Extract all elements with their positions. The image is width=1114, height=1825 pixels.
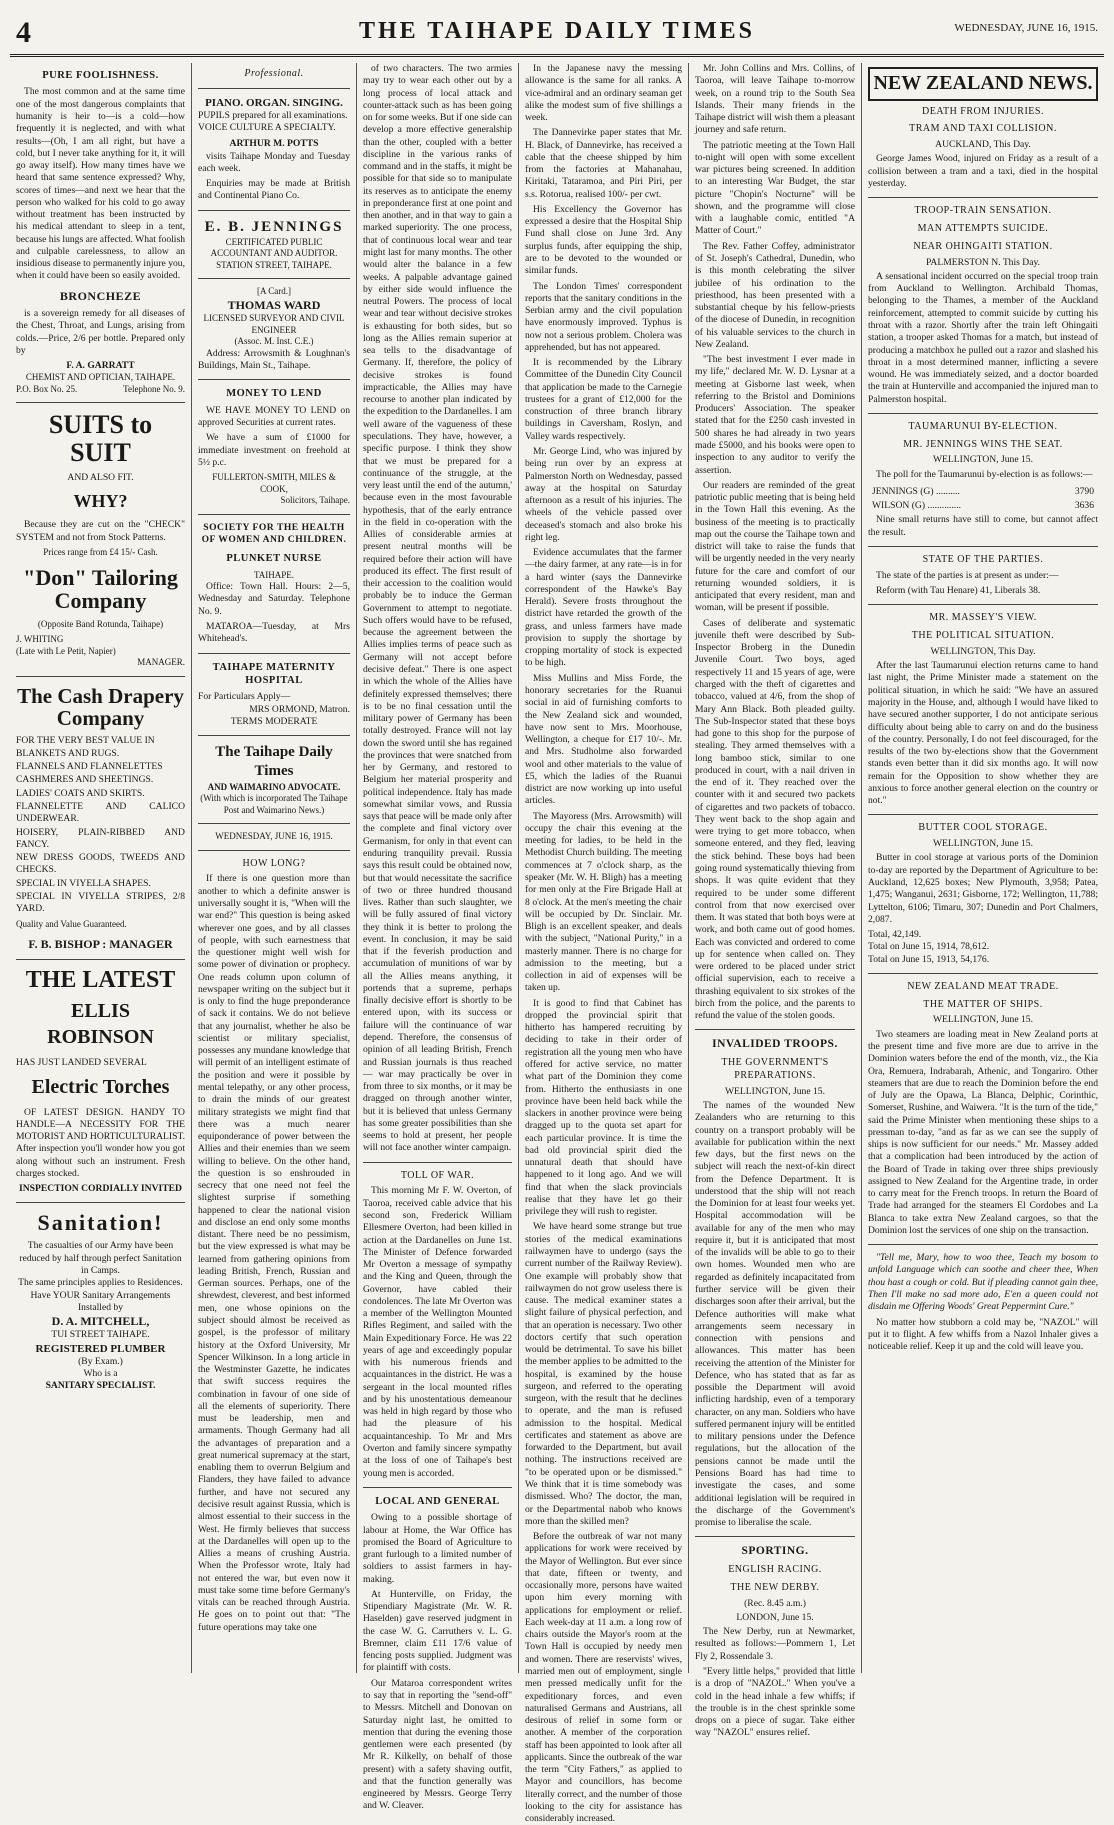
how-long-body: If there is one question more than another to which a definite answer is universally sought it is, "When will the war end?" This question is being asked wherever one goes, and by all classes of people, with such earnestness that the questioner might well wish for some power of divination or prophecy. One reads column upon column of newspaper writing on the subject but it is only to find the huge preponderance of sack it contains. We do not believe that any journalist, whether he also be scientist or military specialist, possesses any mundane knowledge that will permit of an intelligent estimate of the position and were it possible by mental telepathy, or any other process, to drain the minds of our greatest military strategists we might find that there was a much nearer equiponderance of power between the Allies and their enemies than we seem willing to believe. On the other hand, the question is so enshrouded in secrecy that one need not feel the slightest surprise if something happened to clear the national vision and disclose an end only some months distant. There need be no pessimism, but the view expressed is what may be learned from gathering opinions from leading British, French, Russian and German sources. Perhaps, one of the shrewdest, cleverest, and best informed men, one whose opinions on the subject should almost be received as gospel, is the professor of military history at the Oxford University, Mr Spencer Wilkinson. In a long article in the Westminster Gazette, he indicates that swift success requires the combination in favour of one side of all the elements of superiority. There must be leadership, men and armaments. Though Germany had all the advantages of preparation and a great numerical supremacy at the start, enabling them to overrun Belgium and Flanders, they have failed to advance further, and have not secured any decisive result against Russia, which is almost essential to their success in the West. He firmly believes that success at the Dardanelles will open up to the Allies a means of crushing Austria. When the Professor wrote, Italy had not entered the war, but even now it must take some time before Germany's vitals can be reached through Austria. He goes on to point out that: "The future operations may take one xyxy=(198,873,350,1633)
sporting-heading: SPORTING. xyxy=(741,1545,809,1558)
butter-heading: BUTTER COOL STORAGE. xyxy=(918,822,1048,834)
news-item-5: It is recommended by the Library Committee of the Dunedin City Council that application be made to the Carnegie trustees for a grant of £12,000 for the construction of three branch library buildings in Caversham, Roslyn, and Valley wards respectively. xyxy=(525,357,682,442)
don-manager-title: MANAGER. xyxy=(137,657,185,668)
mitchell-address: TUI STREET TAIHAPE. xyxy=(51,1329,150,1341)
news-item-7: Evidence accumulates that the farmer—the dairy farmer, at any rate—is in for a hard winter (says the Dannevirke correspondent of the Hawke's Bay Herald). Severe frosts throughout the district have retarded the growth of the grass, and unless farmers have made provision to supply the shortage by cropping mortality of stock is expected to be high. xyxy=(525,547,682,669)
political-body: After the last Taumarunui election returns came to hand last night, the Prime Minister made a statement on the political situation, in which he said: "We have an assured majority in the House, and, although I would have liked to have secured another supporter, I do not anticipate serious difficulty about being able to carry on and do the business of the country. Personally, I do not feel discouraged, for the results of the two by-elections show that the Government stands even better than it did six months ago. It will now remain for the Opposition to show whether they are anxious to force another general election on the country or not." xyxy=(868,660,1098,807)
jennings-body: The poll for the Taumarunui by-election is as follows:— xyxy=(876,468,1093,480)
local-item-1: Owing to a possible shortage of labour at Home, the War Office has promised the Board of Agriculture to grant furlough to a limited number of soldiers to assist farmers in hay-making. xyxy=(363,1512,512,1585)
cash-drapery-item: HOISERY, PLAIN-RIBBED AND FANCY. xyxy=(16,826,185,850)
nazol-inhaler-ad: No matter how stubborn a cold may be, "NAZOL" will put it to flight. A few whiffs from a Nazol Inhaler gives a noticeable relief. Keep it up and the cold will leave you. xyxy=(868,1316,1098,1353)
english-racing-heading: ENGLISH RACING. xyxy=(728,1564,822,1576)
jennings-title: CERTIFICATED PUBLIC ACCOUNTANT AND AUDITOR. xyxy=(210,236,338,259)
news-item-13: Mr. John Collins and Mrs. Collins, of Taoroa, will leave Taihape to-morrow week, on a round trip to the South Sea Islands. Their many friends in the Taihape district will wish them a pleasant journey and safe return. xyxy=(695,63,855,136)
cash-drapery-item: SPECIAL IN VIYELLA STRIPES, 2/8 YARD. xyxy=(16,890,185,915)
cash-drapery-item: LADIES' COATS AND SKIRTS. xyxy=(16,787,145,799)
potts-body: visits Taihape Monday and Tuesday each week. xyxy=(198,150,350,174)
tram-taxi-heading: TRAM AND TAXI COLLISION. xyxy=(909,123,1057,135)
don-manager-note: (Late with Le Petit, Napier) xyxy=(16,645,116,656)
poll-row xyxy=(870,500,1096,512)
troop-train-heading: TROOP-TRAIN SENSATION. xyxy=(914,205,1052,217)
toll-of-war-heading: TOLL OF WAR. xyxy=(400,1169,475,1181)
poll-candidate: WILSON (G) .............. xyxy=(872,500,961,512)
local-general-heading: LOCAL AND GENERAL xyxy=(375,1495,500,1507)
plunket-mataroa: MATAROA—Tuesday, at Mrs Whitehead's. xyxy=(198,621,350,645)
column-2 xyxy=(192,63,357,1673)
money-to-lend-body-2: We have a sum of £1000 for immediate investment on freehold at 5½ p.c. xyxy=(198,432,350,468)
news-item-2: The Dannevirke paper states that Mr. H. Black, of Dannevirke, has received a cable that the cheese shipped by him from the factories at Mahanahau, Kiritaki, Tataramoa, and Piri Piri, per s.s. Rotorua, realised 100/- per cwt. xyxy=(525,127,682,200)
how-long-heading: HOW LONG? xyxy=(242,857,306,869)
plunket-heading: PLUNKET NURSE xyxy=(226,553,322,565)
cash-drapery-item: FLANNELETTE AND CALICO UNDERWEAR. xyxy=(16,801,185,825)
professional-heading: Professional. xyxy=(244,68,304,79)
news-item-9: The Mayoress (Mrs. Arrowsmith) will occupy the chair this evening at the meeting for ladies, to be held in the Methodist Church building. The meeting commences at 7 o'clock sharp, as the speaker (Mr. W. H. Bligh) has a meeting for men only at the Fire Brigade Hall at 8 o'clock. At the men's meeting the chair will be occupied by Dr. Sinclair. Mr. Bligh is an excellent speaker, and deals with the subject, "National Purity," in a masterly manner. There is no charge for admission to the meeting, but a collection in aid of expenses will be taken up. xyxy=(525,810,682,994)
ward-address: Address: Arrowsmith & Loughnan's Buildings, Main St., Taihape. xyxy=(198,347,350,372)
invalided-troops-dateline: WELLINGTON, June 15. xyxy=(724,1085,825,1097)
cash-drapery-value: FOR THE VERY BEST VALUE IN xyxy=(16,734,155,746)
death-injuries-heading: DEATH FROM INJURIES. xyxy=(922,105,1044,117)
derby-result: The New Derby, run at Newmarket, resulted as follows:—Pommern 1, Let Fly 2, Rossendale 3. xyxy=(695,1626,855,1662)
ellis-robinson-heading: ELLIS ROBINSON xyxy=(47,1000,154,1049)
electric-torches-body: OF LATEST DESIGN. HANDY TO HANDLE—A NECESSITY FOR THE MOTORIST AND HORTICULTURALIST. After inspection you'll wonder how you got along without such an instrument. Fresh charges stocked. xyxy=(16,1106,185,1179)
paper-incorporated: (With which is incorporated The Taihape Post and Waimarino News.) xyxy=(200,793,348,815)
page-number: 4 xyxy=(16,16,31,49)
troop-body: A sensational incident occurred on the special troop train from Auckland to Wellington. Archibald Thomas, belonging to the Thames, a member of the Auckland reinforcement, attempted to commit suicide by cutting his throat with a razor. Shortly after the train left Ohingaiti station, a trooper asked Thomas for a match, but instead of producing a matchbox he pulled out a razor and slashed his throat in a most determined manner, inflicting a severe wound. He was immediately seized, and a doctor boarded the train at Hunterville and accompanied the injured man to Palmerston hospital. xyxy=(868,270,1098,405)
chemist-telephone: Telephone No. 9. xyxy=(123,383,185,394)
butter-dateline: WELLINGTON, June 15. xyxy=(932,838,1033,850)
ellis-robinson-sub: HAS JUST LANDED SEVERAL xyxy=(16,1056,147,1068)
chemist-title: CHEMIST AND OPTICIAN, TAIHAPE. xyxy=(25,372,176,383)
massey-view-heading: MR. MASSEY'S VIEW. xyxy=(929,612,1037,624)
nz-news-heading: NEW ZEALAND NEWS. xyxy=(868,67,1098,101)
pupils-line: PUPILS prepared for all examinations. xyxy=(198,109,348,121)
invalided-troops-sub: THE GOVERNMENT'S PREPARATIONS. xyxy=(721,1057,829,1081)
cash-drapery-manager: F. B. BISHOP : MANAGER xyxy=(28,936,173,951)
plunket-place: TAIHAPE. xyxy=(253,569,295,580)
columns xyxy=(10,63,1104,1825)
don-tailoring-address: (Opposite Band Rotunda, Taihape) xyxy=(37,618,164,629)
column-4 xyxy=(519,63,689,1825)
news-item-12: Before the outbreak of war not many applications for work were received by the Mayor of Wellington. But ever since that date, fifteen or twenty, and occasionally more, persons have waited upon him every morning with applications for employment or relief. Each week-day at 11 a.m. a long row of chairs outside the Mayor's room at the Town Hall is occupied by needy men and women. There are reservists' wives, married men out of employment, single men pressed medically unfit for the expeditionary forces, and even naturalised Germans and Austrians, all desirous of relief in some form or another. A member of the corporation staff has been appointed to look after all applicants. Since the outbreak of the war the term "City Fathers," as applied to Mayor and councillors, has become literally correct, and the number of those looking to the city for assistance has considerably increased. xyxy=(525,1531,682,1825)
paper-subtitle: AND WAIMARINO ADVOCATE. xyxy=(207,781,341,792)
state-parties-body-2: Reform (with Tau Henare) 41, Liberals 38. xyxy=(876,585,1041,597)
card-label: [A Card.] xyxy=(257,286,291,297)
news-item-17: Our readers are reminded of the great patriotic public meeting that is being held in the Town Hall this evening. As the business of the meeting is to practically map out the course the Taihape town and district will take to raise the funds that will be urgently needed in the very nearly future for the care and comfort of our returning wounded soldiers, it is anticipated that every resident, man and woman, will be present if possible. xyxy=(695,479,855,614)
troop-dateline: PALMERSTON N. This Day. xyxy=(925,256,1041,268)
cash-drapery-item: FLANNELS AND FLANNELETTES xyxy=(16,761,163,773)
political-situation-heading: THE POLITICAL SITUATION. xyxy=(911,630,1055,642)
column-3 xyxy=(357,63,519,1812)
potts-enquiries: Enquiries may be made at British and Continental Piano Co. xyxy=(198,178,350,202)
newspaper-title: THE TAIHAPE DAILY TIMES xyxy=(359,18,755,44)
news-item-11: We have heard some strange but true stories of the medical examinations railwaymen have to undergo (says the current number of the Railway Review). One example will probably show that railwaymen do not grow useless there is cause. The medical examiner states a slight failure of physical perfection, and that an operation is necessary. Two other doctors certify that such operation would be detrimental. To save his billet the member applies to be admitted to the hospital, is examined by the house surgeon, and referred to the operating surgeon, with the result that he declines to operate, and the man is refused admission to the hospital. Medical certificates and statement as above are forwarded to the Department, but avail nothing. The instructions received are "to be operated upon or be dismissed." We think that it is time somebody was dismissed. Who? The doctor, the man, or the Departmental nabob who knows more than the skilled men? xyxy=(525,1221,682,1527)
toll-of-war-body: This morning Mr F. W. Overton, of Taoroa, received cable advice that his second son, Frederick William Ellesmere Overton, had been killed in action at the Dardanelles on June 1st. The Minister of Defence forwarded Mr Overton a message of sympathy and the King and Queen, through the Governor, have cabled their condolences. The late Mr Overton was a member of the Wellington Mounted Rifles Regiment, and sailed with the Main Expeditionary Force. He was 22 years of age and exceedingly popular with his numerous friends and acquaintances in the district. He was a sergeant in the local mounted rifles and by his unostentatious demeanour was held in high regard by those who had the pleasure of his acquaintanceship. To Mr and Mrs Overton and family sincere sympathy at the loss of one of Taihape's best young men is accorded. xyxy=(363,1185,512,1479)
new-derby-heading: THE NEW DERBY. xyxy=(730,1581,820,1593)
cash-drapery-item: NEW DRESS GOODS, TWEEDS AND CHECKS. xyxy=(16,852,185,876)
local-item-2: At Hunterville, on Friday, the Stipendiary Magistrate (Mr. W. R. Haselden) gave reserved judgment in the case W. G. Carruthers v. L. G. Bremner, claim £11 17/6 value of fencing posts supplied. Judgment was for plaintiff with costs. xyxy=(363,1588,512,1674)
tram-dateline: AUCKLAND, This Day. xyxy=(935,139,1031,151)
suicide-heading: MAN ATTEMPTS SUICIDE. xyxy=(917,223,1049,235)
cash-drapery-items xyxy=(16,748,185,915)
mitchell-name: D. A. MITCHELL, xyxy=(51,1314,150,1329)
paper-date: WEDNESDAY, JUNE 16, 1915. xyxy=(215,831,333,842)
why-body: Because they are cut on the "CHECK" SYSTEM and not from Stock Patterns. xyxy=(16,519,185,543)
voice-line: VOICE CULTURE A SPECIALTY. xyxy=(198,122,336,134)
column-6 xyxy=(862,63,1104,1673)
ships-body: Two steamers are loading meat in New Zealand ports at the present time and five more are due to arrive in the Dominion waters before the end of the month, viz., the Kia Ora, Remuera, Indrabarah, Athenic, and Tongariro. Other steamers that are due to reach the Dominion before the end of July are the Opawa, La Blanca, Delphic, Corinthic, Somerset, Rushine, and Waiwera. "It is the turn of the tide," said the Prime Minister when mentioning these ships to a pressman to-day, "and as far as we can see the supply of ships is now sufficient for our needs." Mr. Massey added that a complication had been introduced by the action of the Board of Trade in taking over three ships previously assigned to New Zealand for the Argentine trade, in order to carry meat for the French troops. In return the Board of Trade had arranged for the steamers El Cordobes and La Blanca to take extra New Zealand cargoes, so that the Dominion lost the services of one ship on the transaction. xyxy=(868,1028,1098,1236)
poll-votes: 3790 xyxy=(1074,485,1094,497)
pure-foolishness-body: The most common and at the same time one of the most dangerous complaints that humanity is heir to—is a cold—how frequently it is neglected, and with what results—(Oh, I am all right, but have a cold, but I never take anything for it, it will go away itself). How many times have we heard that same sentence expressed? Why, scores of times—and next we hear that the person who walked for his cold to go away without treatment has been instructed by his medical attendant to sleep in a tent, because his lungs are affected. What foolish and culpable carelessness, to allow an insidious disease to permanently injure you, when it could have been so easily avoided. xyxy=(16,86,185,282)
news-item-15: The Rev. Father Coffey, administrator of St. Joseph's Cathedral, Dunedin, who is this month celebrating the silver jubilee of his ordination to the priesthood, has been presented with a substantial cheque by his fellow-priests of the diocese of Dunedin, in recognition of his valuable services to the church in New Zealand. xyxy=(695,240,855,350)
local-item-3: Our Mataroa correspondent writes to say that in reporting the "send-off" to Messrs. Mitchell and Donovan on Saturday night last, he omitted to mention that during the evening those gentlemen were each presented (by Mr R. Kilkelly, on behalf of those present) with a safety shaving outfit, and that the function generally was engineered by Messrs. George Terry and W. Cleaver. xyxy=(363,1677,512,1812)
maternity-matron: MRS ORMOND, Matron. xyxy=(249,703,350,715)
fullerton-title: Solicitors, Taihape. xyxy=(280,495,350,506)
news-item-18: Cases of deliberate and systematic juvenile theft were described by Sub-Inspector Broberg in the Dunedin Juvenile Court. Two boys, aged respectively 11 and 15 years of age, were charged with the theft of cigarettes and tobacco, valued at 4/6, from the shop of Mary Ann Black. Both pleaded guilty. The Sub-Inspector stated that these boys had gone to this shop for the purpose of stealing. They armed themselves with a long bamboo stick, similar to one produced in court, with a nail driven in the end of it. They reached over the counter with it and secured two packets of cigarettes and two packets of tobacco. They went back to the shop again and were trying to get more tobacco, when someone entered, and they fled, leaving the stick behind. These boys had been going round systematically thieving from shops. It was quite evident that they required to be under some different control from that now exercised over them. It was stated that both boys were at work, and both came out of good homes. Each was convicted and ordered to come up for sentence when called on. They were ordered to be placed under strict official supervision, each to receive a thrashing equivalent to six strokes of the birch from the police, and the parents to refund the value of the stolen goods. xyxy=(695,617,855,1022)
butter-total-1913: Total on June 15, 1913, 54,176. xyxy=(868,953,990,965)
invalided-troops-heading: INVALIDED TROOPS. xyxy=(712,1038,838,1051)
issue-date: WEDNESDAY, JUNE 16, 1915. xyxy=(954,22,1098,34)
state-parties-heading: STATE OF THE PARTIES. xyxy=(922,554,1044,566)
news-item-8: Miss Mullins and Miss Forde, the honorary secretaries for the Ruanui social in aid of furnishing comforts to the New Zealand sick and wounded, have now sent to Mrs. Moorhouse, Wellington, a cheque for £17 10/-. Mr. and Mrs. Studholme also forwarded wool and other materials to the value of £5, which the ladies of the Ruanui district are now working up into useful articles. xyxy=(525,672,682,807)
peppermint-poem: "Tell me, Mary, how to woo thee, Teach my bosom to unfold Language which can soothe and cheer thee, When thou hast a cough or cold. But if pleading cannot gain thee, Then I'll make no sad more ado, E'en a queen could not disdain me Offering Woods' Great Peppermint Cure." xyxy=(868,1252,1098,1313)
chemist-name: F. A. GARRATT xyxy=(66,360,135,372)
jennings-name: E. B. JENNINGS xyxy=(204,218,344,235)
ward-title: LICENSED SURVEYOR AND CIVIL ENGINEER xyxy=(203,313,345,335)
sanitation-body-3: Have YOUR Sanitary Arrangements Installed by xyxy=(30,1289,171,1313)
butter-body: Butter in cool storage at various ports of the Dominion to-day are reported by the Department of Agriculture to be: Auckland, 12,625 boxes; New Plymouth, 3,958; Patea, 1,475; Wanganui, 2631; Gisborne, 172; Wellington, 11,788; Lyttelton, 6106; Timaru, 307; Dunedin and Port Chalmers, 2,087. xyxy=(868,852,1098,925)
broncheze-heading: BRONCHEZE xyxy=(59,288,142,303)
column-5 xyxy=(689,63,862,1739)
pure-foolishness-heading: PURE FOOLISHNESS. xyxy=(42,70,159,81)
ward-name: THOMAS WARD xyxy=(227,297,321,312)
jennings-wins-heading: MR. JENNINGS WINS THE SEAT. xyxy=(903,438,1063,450)
cash-drapery-heading: The Cash Drapery Company xyxy=(17,683,184,730)
jennings-address: STATION STREET, TAIHAPE. xyxy=(216,259,332,270)
plunket-body: Office: Town Hall. Hours: 2—5, Wednesday and Saturday. Telephone No. 9. xyxy=(198,581,350,617)
matter-ships-heading: THE MATTER OF SHIPS. xyxy=(923,998,1043,1010)
don-tailoring-heading: "Don" Tailoring Company xyxy=(23,565,178,614)
don-manager-name: J. WHITING xyxy=(16,634,64,645)
mitchell-exam: (By Exam.) xyxy=(78,1355,123,1367)
derby-received: (Rec. 8.45 a.m.) xyxy=(744,1597,806,1609)
piano-heading: PIANO. ORGAN. SINGING. xyxy=(205,96,343,109)
ohingaiti-heading: NEAR OHINGAITI STATION. xyxy=(913,240,1053,252)
maternity-heading: TAIHAPE MATERNITY HOSPITAL xyxy=(212,661,336,686)
inspection-invited: INSPECTION CORDIALLY INVITED xyxy=(19,1183,182,1195)
money-to-lend-heading: MONEY TO LEND xyxy=(226,388,322,400)
mitchell-who: Who is a xyxy=(83,1368,118,1380)
poll-votes: 3636 xyxy=(1074,500,1094,512)
poll-note: Nine small returns have still to come, but cannot affect the result. xyxy=(868,514,1098,538)
poll-candidate: JENNINGS (G) .......... xyxy=(872,485,960,497)
cash-drapery-item: SPECIAL IN VIYELLA SHAPES. xyxy=(16,877,151,889)
potts-name: ARTHUR M. POTTS xyxy=(229,138,319,150)
sanitation-body-2: The same principles applies to Residences. xyxy=(18,1277,183,1289)
tram-body: George James Wood, injured on Friday as a result of a collision between a tram and a taxi, died in the hospital yesterday. xyxy=(868,153,1098,189)
mitchell-title: REGISTERED PLUMBER xyxy=(35,1342,166,1355)
meat-trade-heading: NEW ZEALAND MEAT TRADE. xyxy=(907,980,1059,992)
invalided-troops-body: The names of the wounded New Zealanders who are returning to this country on a transport probably will be available for publication within the next few days, but the first news on the subject will reach the next-of-kin direct from the Defence Department. It is understood that the ship will not reach the Dominion for at least four weeks yet. Hospital accommodation will be available for any of the men who may require it, but it is anticipated that most of the invalids will be able to go to their own homes. Wounded men who are regarded as definitely incapacitated from further service will be given their discharges soon after their arrival, but the Defence authorities will make what arrangements seem necessary in connection with pensions and allowances. This matter has been receiving the attention of the Minister for Defence, who has stated that as far as possible the Department will avoid inflicting hardship, even of a temporary character, on any man. Soldiers who have suffered permanent injury will be entitled to military pensions under the Defence regulations, but the allocation of the pensions cannot be made until the Pensions Board has had time to investigate the cases, and some additional legislation will be required in the discharge of the Government's promise to liberalise the scale. xyxy=(695,1100,855,1529)
jennings-dateline: WELLINGTON, June 15. xyxy=(932,454,1033,466)
cash-drapery-quality: Quality and Value Guaranteed. xyxy=(16,919,127,930)
sanitation-body: The casualties of our Army have been reduced by half through perfect Sanitation in Camps. xyxy=(19,1240,182,1276)
political-dateline: WELLINGTON, This Day. xyxy=(930,645,1036,657)
taumarunui-heading: TAUMARUNUI BY-ELECTION. xyxy=(908,420,1058,432)
butter-total: Total, 42,149. xyxy=(868,929,922,941)
news-item-14: The patriotic meeting at the Town Hall to-night will open with some excellent war pictures being screened. In addition to an interesting War Budget, the star picture "Chopin's Nocturne" will be shown, and the programme will close with a laughable comic, entitled "A Matter of Court." xyxy=(695,139,855,237)
news-item-4: The London Times' correspondent reports that the sanitary conditions in the Serbian army and the civil population have enormously improved. Typhus is now not a serious problem. Cholera was apprehended, but has not appeared. xyxy=(525,280,682,353)
mitchell-specialist: SANITARY SPECIALIST. xyxy=(45,1380,156,1392)
electric-torches-heading: Electric Torches xyxy=(31,1075,170,1098)
news-item-1: In the Japanese navy the messing allowance is the same for all ranks. A vice-admiral and an ordinary seaman get alike the modest sum of five shillings a week. xyxy=(525,63,682,124)
ward-assoc: (Assoc. M. Inst. C.E.) xyxy=(234,336,314,347)
maternity-terms: TERMS MODERATE xyxy=(230,715,318,727)
society-heading: SOCIETY FOR THE HEALTH OF WOMEN AND CHILDREN. xyxy=(201,521,347,545)
news-item-3: His Excellency the Governor has expressed a desire that the Hospital Ship Fund shall close on June 3rd. Any surplus funds, after equipping the ship, are to be devoted to the wounded or similar funds. xyxy=(525,203,682,277)
poll-table xyxy=(868,484,1098,515)
cash-drapery-item: CASHMERES AND SHEETINGS. xyxy=(16,774,154,786)
money-to-lend-body: WE HAVE MONEY TO LEND on approved Securities at current rates. xyxy=(198,404,350,429)
how-long-continued: of two characters. The two armies may try to wear each other out by a long process of local attack and counter-attack such as has been going on for some weeks. But if one side can develop a more effective generalship than the other, coupled with a better discipline in the various ranks of command and in the staffs, it might be possible for that side so to manipulate its reserves as to anticipate the enemy in preponderance first at one point and then another, and in that way to gain a marked superiority. The one process, that of continuous local wear and tear might last for many months. The other would alter the balance in a few weeks. A palpable advantage gained by either side would influence the neutral Powers. The process of local wear and tear without decisive strokes is exhausting for both sides, but so long as the Allies remain superior at sea tells to the disadvantage of Germany. If, therefore, the policy of decisive strokes is found impracticable, the Allies may have recourse to another plan indicated by the expedition to the Dardanelles. I am well aware of the vagueness of these speculations. They have, however, a specific purpose. I think they show that we must be prepared for a continuance of the struggle, at the very least until the end of the autumn,' because even in the most favourable hypothesis, that of the early entrance in the field in co-operation with the Allies of considerable armies at present neutral months will be required before their action will have produced its effect. The first result of their accession to the coalition would probably be to induce the German Government to attempt to negotiate. Such offers would have to be refused, because the agreement between the Allies implies terms of peace such as Germany will not accept before decisive defeat." There is one aspect in which the whole of the Allies have definitely expressed themselves; there is to be no final cessation until the military power of Germany has been totally destroyed. France will not lay down the sword until she has regained the provinces that were snatched from her by Germany, and restored to Belgium her material prosperity and political independence. Italy has made somewhat similar vows, and Russia says that peace will be made only after the complete and final victory over Germanism, for only in that event can enduring tranquility prevail. Russia says this result could be obtained now, but that would necessitate the sacrifice of two or three hundred thousand lives. Rather than such slaughter, we will be fully assured of final victory they think it is better to prolong the event. In conclusion, it may be said that if the feverish production and accumulation of munitions of war by all the Allies means anything, it portends that a supreme, perhaps finally decisive effort is shortly to be entered upon, with its success or failure will the continuance of war depend. Therefore, the consensus of opinion of all leading British, French and Russian journals is thus reached — war may practically be over in from three to six months, or it may be dragged on through another winter, but it is believed that unless Germany has some greater possibilities than she seems to hold at present, her people will not face another winter campaign. xyxy=(363,63,512,1154)
cash-drapery-item: BLANKETS AND RUGS. xyxy=(16,747,120,759)
why-heading: WHY? xyxy=(73,491,128,512)
column-1 xyxy=(10,63,192,1673)
news-item-6: Mr. George Lind, who was injured by being run over by an express at Palmerston North on Wednesday, passed away at the hospital on Saturday afternoon as a result of his injuries. The wheels of the vehicle passed over deceased's stomach and also broke his right leg. xyxy=(525,445,682,543)
nazol-ad: "Every little helps," provided that little is a drop of "NAZOL." When you've a cold in the head inhale a few whiffs; if the trouble is in the chest sprinkle some drops on a piece of sugar. Take either way "NAZOL" ensures relief. xyxy=(695,1665,855,1739)
news-item-10: It is good to find that Cabinet has dropped the provincial spirit that hitherto has hampered recruiting by deciding to take in their order of registration all the young men who have offered for active service, no matter what part of the Dominion they come from. Hitherto the enthusiasts in one province have been held back while the slackers in another province were being dragged up to the quota set apart for each particular province. It is time the bad old provincial spirit died the unnatural death that should have happened to it long ago. And we will find that when the slack provincials realise that they have let go their privilege they will rush to register. xyxy=(525,997,682,1218)
maternity-body: For Particulars Apply— xyxy=(198,691,291,703)
news-item-16: "The best investment I ever made in my life," declared Mr. W. D. Lysnar at a meeting at Gisborne last week, when referring to the Bristol and Dominions Producers' Association. The speaker stated that for the £250 cash invested in 500 shares he had already in two years made £5000, and his books were open to inspection to any auditor to verify the assertion. xyxy=(695,354,855,476)
poll-row xyxy=(870,486,1096,498)
suits-subheading: AND ALSO FIT. xyxy=(67,472,134,483)
broncheze-body: is a sovereign remedy for all diseases of the Chest, Throat, and Lungs, arising from colds.—Price, 2/6 per bottle. Prepared only by xyxy=(16,308,185,356)
prices-line: Prices range from £4 15/- Cash. xyxy=(43,546,158,557)
fullerton-name: FULLERTON-SMITH, MILES & COOK, xyxy=(212,472,336,494)
paper-title: The Taihape Daily Times xyxy=(215,744,333,780)
chemist-po-box: P.O. Box No. 25. xyxy=(16,383,78,394)
sanitation-heading: Sanitation! xyxy=(37,1210,164,1236)
masthead xyxy=(10,8,1104,57)
the-latest-heading: THE LATEST xyxy=(25,967,176,994)
ships-dateline: WELLINGTON, June 15. xyxy=(932,1014,1033,1026)
butter-total-1914: Total on June 15, 1914, 78,612. xyxy=(868,941,990,953)
derby-dateline: LONDON, June 15. xyxy=(736,1611,814,1623)
state-parties-body: The state of the parties is at present as under:— xyxy=(876,569,1059,581)
suits-heading: SUITS to SUIT xyxy=(48,410,153,467)
